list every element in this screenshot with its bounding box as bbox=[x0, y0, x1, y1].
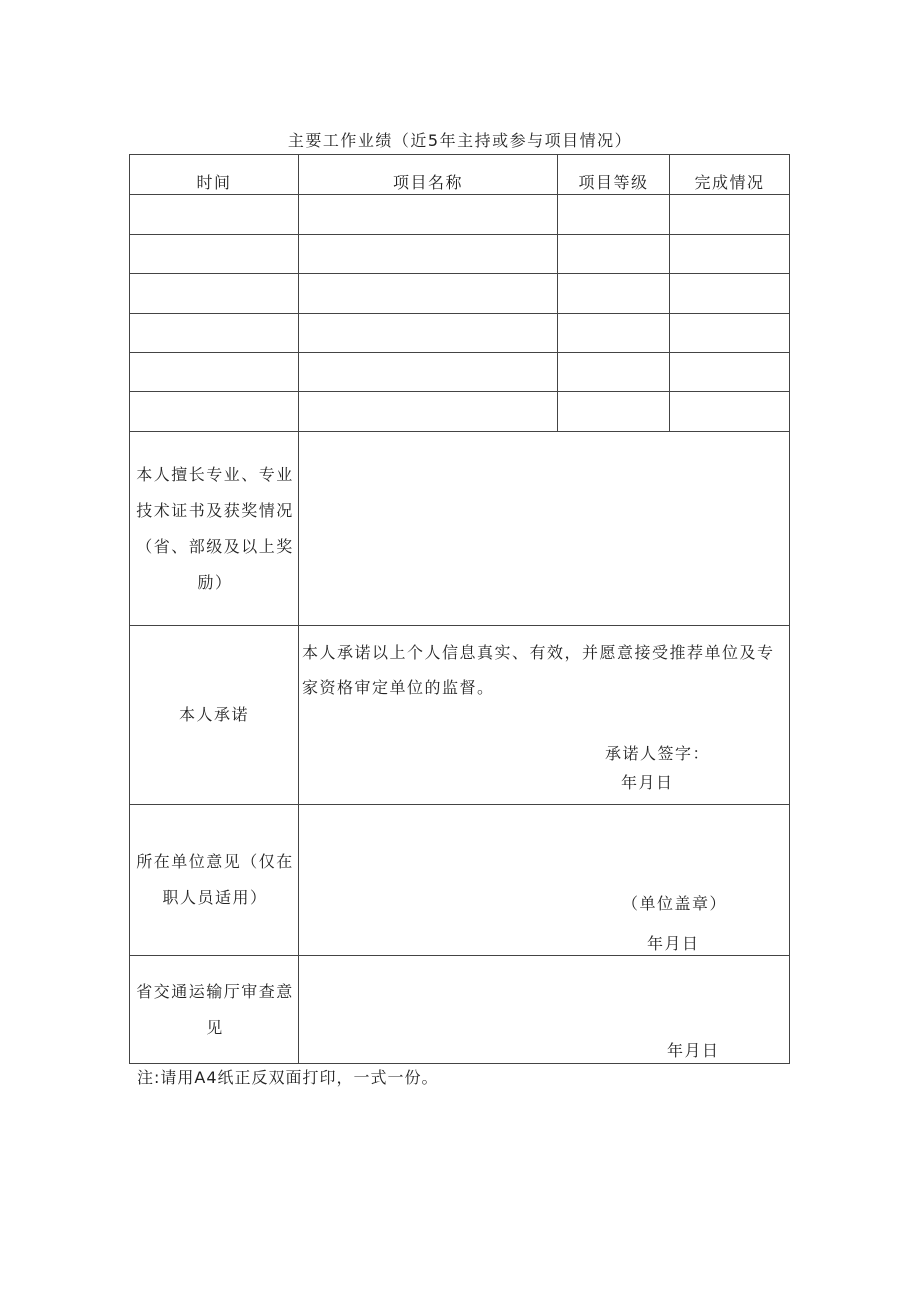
table-cell-time[interactable] bbox=[130, 195, 298, 234]
table-cell-project-name[interactable] bbox=[299, 235, 557, 273]
achievements-form bbox=[129, 154, 790, 1064]
table-cell-time[interactable] bbox=[130, 392, 298, 431]
header-project-name: 项目名称 bbox=[392, 173, 463, 192]
table-cell-time[interactable] bbox=[130, 314, 298, 352]
header-project-level: 项目等级 bbox=[578, 173, 649, 192]
table-cell-project-level[interactable] bbox=[558, 274, 669, 313]
table-cell-project-level[interactable] bbox=[558, 353, 669, 391]
expertise-field[interactable] bbox=[299, 432, 789, 625]
table-cell-completion[interactable] bbox=[670, 235, 789, 273]
table-cell-project-level[interactable] bbox=[558, 235, 669, 273]
table-cell-time[interactable] bbox=[130, 274, 298, 313]
print-note: 注:请用A4纸正反双面打印，一式一份。 bbox=[137, 1068, 439, 1087]
department-opinion-date: 年月日 bbox=[667, 1041, 720, 1060]
table-cell-completion[interactable] bbox=[670, 353, 789, 391]
expertise-label: 本人擅长专业、专业技术证书及获奖情况（省、部级及以上奖励） bbox=[136, 464, 294, 592]
table-cell-project-level[interactable] bbox=[558, 314, 669, 352]
department-opinion-label: 省交通运输厅审查意见 bbox=[136, 981, 294, 1037]
header-time: 时间 bbox=[196, 173, 232, 192]
commitment-text: 本人承诺以上个人信息真实、有效，并愿意接受推荐单位及专家资格审定单位的监督。 bbox=[302, 643, 775, 697]
commitment-date: 年月日 bbox=[621, 773, 674, 792]
signature-label: 承诺人签字： bbox=[605, 744, 711, 763]
table-cell-project-name[interactable] bbox=[299, 314, 557, 352]
table-cell-time[interactable] bbox=[130, 353, 298, 391]
table-cell-project-name[interactable] bbox=[299, 274, 557, 313]
table-cell-project-level[interactable] bbox=[558, 392, 669, 431]
table-cell-project-name[interactable] bbox=[299, 392, 557, 431]
unit-opinion-label: 所在单位意见（仅在职人员适用） bbox=[136, 852, 294, 907]
table-cell-project-name[interactable] bbox=[299, 195, 557, 234]
table-cell-completion[interactable] bbox=[670, 314, 789, 352]
unit-stamp-label: （单位盖章） bbox=[622, 894, 728, 913]
table-cell-project-name[interactable] bbox=[299, 353, 557, 391]
page-title: 主要工作业绩（近5年主持或参与项目情况） bbox=[287, 131, 633, 150]
commitment-label: 本人承诺 bbox=[178, 705, 249, 724]
unit-opinion-date: 年月日 bbox=[647, 934, 700, 953]
table-cell-time[interactable] bbox=[130, 235, 298, 273]
table-cell-completion[interactable] bbox=[670, 392, 789, 431]
table-cell-completion[interactable] bbox=[670, 195, 789, 234]
table-cell-project-level[interactable] bbox=[558, 195, 669, 234]
header-completion: 完成情况 bbox=[694, 173, 765, 192]
table-cell-completion[interactable] bbox=[670, 274, 789, 313]
